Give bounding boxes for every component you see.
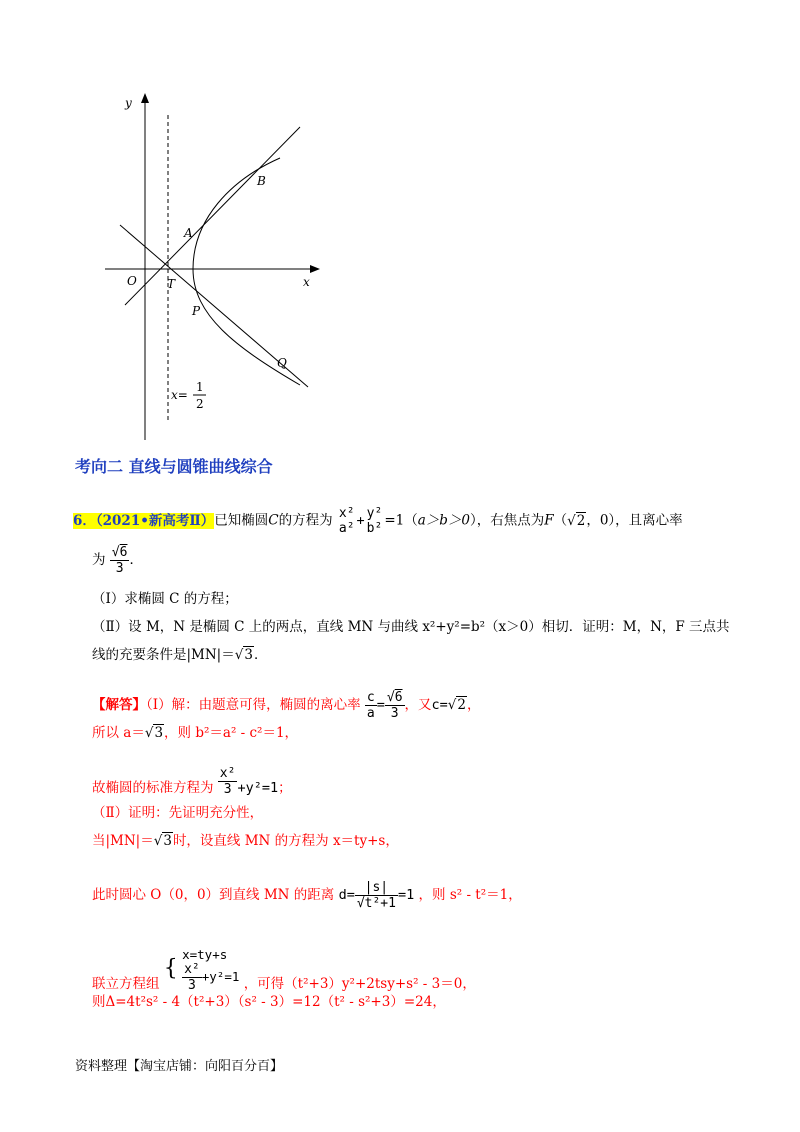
p-l1-c: ），右焦点为 (470, 512, 545, 529)
sqrt-2-sol: √2 (447, 697, 466, 713)
p-l1-F: F (544, 512, 554, 529)
solution-line-4: （Ⅱ）证明：先证明充分性， (92, 805, 264, 821)
equation-system (182, 947, 239, 993)
s1-eq: = (376, 697, 385, 713)
footer-text: 资料整理【淘宝店铺：向阳百分百】 (75, 1059, 284, 1074)
problem-tag: 6．（2021•新高考Ⅱ） (73, 512, 215, 529)
label-half-num: 1 (196, 380, 204, 394)
label-half-den: 2 (196, 397, 204, 411)
s6-pre: 此时圆心 O（0，0）到直线 MN 的距离 (92, 887, 335, 903)
s1-end: ， (466, 697, 481, 713)
frac-y2-b2: y² b² (366, 506, 383, 536)
s2-post: ，则 b²＝a² - c²＝1， (164, 725, 299, 741)
y-axis-arrow (141, 93, 149, 103)
sqrt-2: √2 (567, 512, 586, 529)
solution-line-5 (92, 832, 399, 850)
sqrt-3-sol: √3 (144, 725, 164, 741)
s1-text: （Ⅰ）解：由题意可得，椭圆的离心率 (146, 697, 361, 713)
p-l2-wei: 为 (92, 552, 106, 568)
s1-again: ，又 (404, 697, 432, 713)
part-2-a: （Ⅱ）设 M，N 是椭圆 C 上的两点，直线 MN 与曲线 x²+y²=b²（x＞0）相切．证明：M，N，F 三点共 (92, 619, 730, 635)
frac-distance: $\frac{|s|}{\text{√t²+1}}$ (356, 880, 396, 911)
solution-line-1 (92, 690, 480, 721)
part-1: （Ⅰ）求椭圆 C 的方程； (92, 591, 238, 607)
s1-c2: c= (431, 697, 448, 713)
p-l1-a: 已知椭圆 (214, 512, 269, 529)
solution-line-2 (92, 724, 298, 742)
s6-post: ，则 s² - t²＝1， (418, 887, 522, 903)
s2-pre: 所以 a＝ (92, 725, 145, 741)
hyperbola-branch (193, 158, 300, 385)
s7-pre: 联立方程组 (92, 976, 160, 992)
plus: + (356, 512, 365, 529)
s6-d: d= (338, 887, 355, 903)
frac-sqrt6-3-sol: $\frac{√6}{3}$ (386, 690, 403, 721)
line-through-AB (125, 127, 300, 305)
label-x-equals: x= (171, 388, 188, 402)
label-A: A (184, 226, 193, 240)
solution-line-6 (92, 880, 522, 911)
p-l1-b: 的方程为 (278, 512, 333, 529)
s5-pre: 当|MN|＝ (92, 833, 154, 849)
sqrt-3-s5: √3 (153, 833, 172, 849)
p-l1-cond: a＞b＞0 (417, 512, 471, 529)
s5-post: 时，设直线 MN 的方程为 x＝ty+s， (172, 833, 399, 849)
solution-tag: 【解答】 (92, 697, 146, 713)
brace: { (163, 956, 178, 981)
label-T: T (167, 277, 176, 291)
part-2-b-post: ． (253, 647, 268, 663)
x-axis-arrow (310, 265, 320, 273)
solution-line-8: 则Δ=4t²s² - 4（t²+3）（s² - 3）=12（t² - s²+3）=24， (92, 994, 446, 1010)
label-y: y (125, 96, 132, 110)
part-2-b (92, 646, 267, 664)
sqrt-3: √3 (234, 647, 253, 663)
label-O: O (127, 274, 137, 288)
section-heading: 考向二 直线与圆锥曲线综合 (75, 457, 273, 476)
label-x: x (303, 275, 310, 289)
problem-line-1 (73, 506, 683, 536)
frac-sqrt6-3: $\frac{√6}{3}$ (111, 545, 128, 576)
frac-c-a: $\frac{c}{a}$ (366, 690, 375, 721)
hyperbola-figure (95, 85, 335, 445)
p-l1-open: （ (553, 512, 568, 529)
s3-end: ； (278, 780, 292, 796)
s3-rest: +y²=1 (237, 780, 279, 796)
label-P: P (192, 304, 201, 318)
solution-line-3 (92, 766, 292, 797)
label-B: B (257, 174, 266, 188)
system-row-1: x=ty+s (182, 947, 228, 962)
p-l1-eq: =1（ (384, 512, 418, 529)
problem-line-2 (92, 545, 143, 576)
p-l1-close: ，0），且离心率 (586, 512, 683, 529)
s7-post: ，可得（t²+3）y²+2tsy+s² - 3＝0， (243, 976, 476, 992)
solution-line-7 (92, 945, 476, 993)
p-l1-C: C (268, 512, 279, 529)
frac-x2-3: $\frac{\text{x²}}{3}$ (219, 766, 236, 797)
system-row-2: $\frac{\text{x²}}{3}$ +y²=1 (184, 962, 240, 993)
part-2-b-pre: 线的充要条件是|MN|＝ (92, 647, 235, 663)
s6-eq1: =1 (397, 887, 415, 903)
p-l2-dot: ． (129, 552, 143, 568)
s3-pre: 故椭圆的标准方程为 (92, 780, 214, 796)
frac-x2-a2: x² a² (338, 506, 355, 536)
label-Q: Q (277, 356, 287, 370)
